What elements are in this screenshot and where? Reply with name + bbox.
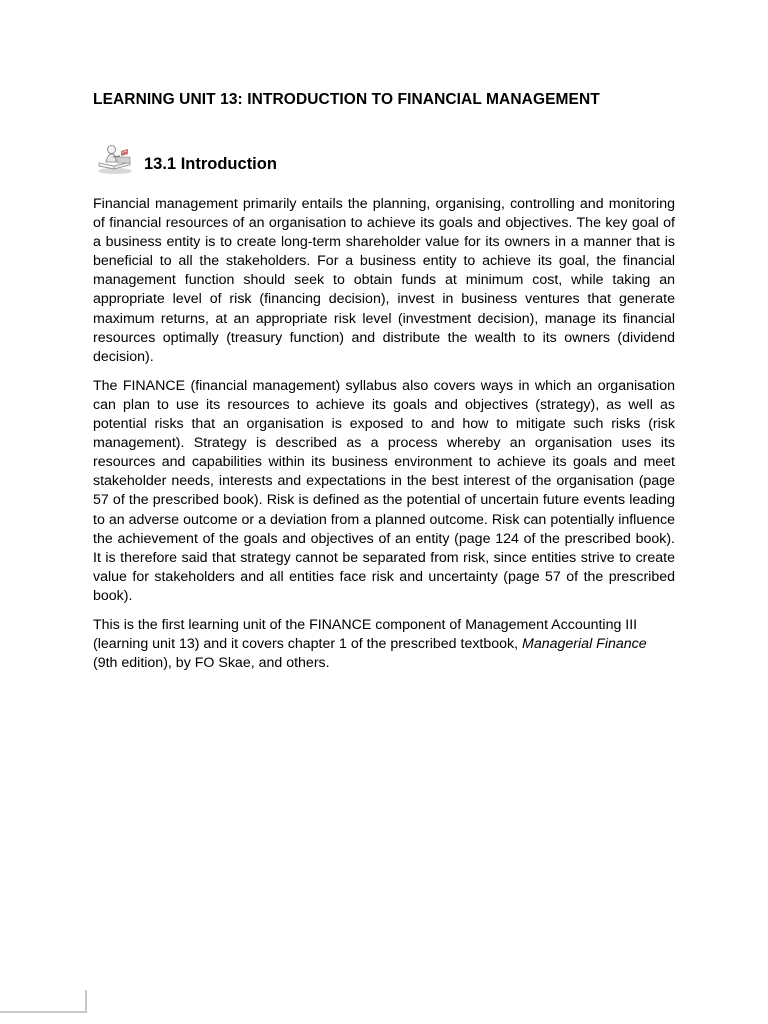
closing-text-start: This is the first learning unit of the FINANCE component of Management Accounting III (learning unit 13) and it covers chapter 1 of the prescribed textbook, (93, 616, 638, 653)
page-corner-mark (0, 990, 87, 1013)
section-heading: 13.1 Introduction (144, 155, 277, 173)
paragraph: Financial management primarily entails the planning, organising, controlling and monitoring of financial resources of an organisation to achieve its goals and objectives. The key goal of a business entity is to create long-term shareholder value for its owners in a manner that is beneficial to all the stakeholders. For a business entity to achieve its goal, the financial management function should seek to obtain funds at minimum cost, while taking an appropriate level of risk (financing decision), invest in business ventures that generate maximum returns, at an appropriate risk level (investment decision), manage its financial resources optimally (treasury function) and distribute the wealth to its owners (dividend decision). (93, 196, 675, 365)
paragraph: The FINANCE (financial management) syllabus also covers ways in which an organisation can plan to use its resources to achieve its goals and objectives (strategy), as well as potential risks that an organisation is exposed to and how to mitigate such risks (risk management). Strategy is described as a process whereby an organisation uses its resources and capabilities within its business environment to achieve its goals and meet stakeholder needs, interests and expectations in the best interest of the organisation (page 57 of the prescribed book). Risk is defined as the potential of uncertain future events leading to an adverse outcome or a deviation from a planned outcome. Risk can potentially influence the achievement of the goals and objectives of an entity (page 124 of the prescribed book). It is therefore said that strategy cannot be separated from risk, since entities strive to create value for stakeholders and all entities face risk and uncertainty (page 57 of the prescribed book). (93, 377, 675, 604)
learning-unit-title: LEARNING UNIT 13: INTRODUCTION TO FINANCIAL MANAGEMENT (93, 91, 600, 108)
closing-text-end: (9th edition), by FO Skae, and others. (93, 655, 330, 672)
book-title: Managerial Finance (522, 636, 647, 653)
reading-figure-icon (95, 141, 135, 175)
closing-paragraph (93, 616, 675, 673)
body-text (93, 195, 675, 683)
